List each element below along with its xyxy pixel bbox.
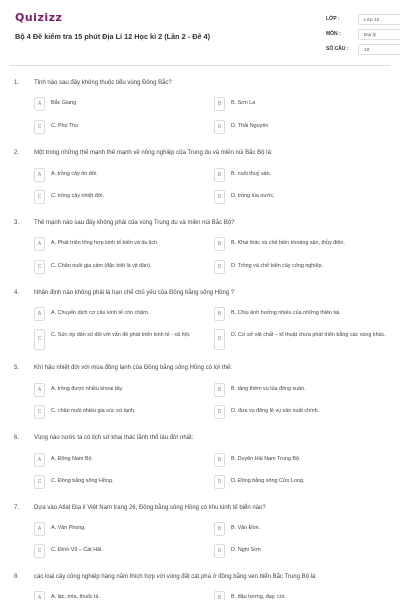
option-text: B. Sơn La <box>231 100 256 106</box>
option-letter: B <box>214 237 225 251</box>
question-number: 7. <box>14 505 20 511</box>
q8-option-a[interactable] <box>34 591 204 600</box>
option-text: D. Nghi Sơn <box>231 547 261 553</box>
meta-subject-label: MÔN : <box>326 31 341 37</box>
option-text: C. Đình Vũ – Cát Hải. <box>51 547 103 553</box>
q5-option-b[interactable] <box>214 383 384 397</box>
option-text: A. lạc, mía, thuốc lá. <box>51 594 100 600</box>
q3-option-a[interactable] <box>34 237 204 251</box>
option-text: Bắc Giang <box>51 100 77 106</box>
q5-option-d[interactable] <box>214 405 384 419</box>
option-text: A. trồng cây ôn đới. <box>51 171 98 177</box>
option-letter: B <box>214 591 225 600</box>
question-text: Thế mạnh nào sau đây không phải của vùng Trung du và miền núi Bắc Bộ? <box>34 220 235 226</box>
option-letter: C <box>34 329 45 350</box>
q4-option-d[interactable] <box>214 329 384 350</box>
q4-option-b[interactable] <box>214 307 384 321</box>
option-letter: A <box>34 453 45 467</box>
question-number: 2. <box>14 150 20 156</box>
question-number: 5. <box>14 365 20 371</box>
option-text: D. Cơ sở vật chất – kĩ thuật chưa phát triển bằng các vùng khác. <box>231 332 386 338</box>
option-text: C. Phú Thọ <box>51 123 79 129</box>
q2-option-d[interactable] <box>214 190 384 204</box>
q4-option-a[interactable] <box>34 307 204 321</box>
q8-option-b[interactable] <box>214 591 384 600</box>
option-letter: D <box>214 544 225 558</box>
option-text: A. Vân Phong. <box>51 525 86 531</box>
q7-option-a[interactable] <box>34 522 204 536</box>
option-letter: C <box>34 475 45 489</box>
q6-option-d[interactable] <box>214 475 384 489</box>
option-letter: A <box>34 97 45 111</box>
option-letter: A <box>34 168 45 182</box>
q4-option-c[interactable] <box>34 329 204 350</box>
q7-option-d[interactable] <box>214 544 384 558</box>
option-letter: D <box>214 405 225 419</box>
question-text: Khí hậu nhiệt đới với mùa đông lạnh của Đồng bằng sông Hồng có lợi thế: <box>34 365 232 371</box>
option-letter: D <box>214 120 225 134</box>
option-text: B. tăng thêm vụ lúa đông xuân. <box>231 386 306 392</box>
option-letter: A <box>34 591 45 600</box>
q1-option-c[interactable] <box>34 120 204 134</box>
option-text: D. trồng lúa nước. <box>231 193 275 199</box>
option-text: D. Đồng bằng sông Cửu Long. <box>231 478 305 484</box>
option-text: C. chăn nuôi nhiều gia súc xứ lạnh. <box>51 408 136 414</box>
option-text: A. Chuyển dịch cơ cấu kinh tế còn chậm. <box>51 310 150 316</box>
question-text: Nhận định nào không phải là hạn chế chủ yếu của Đồng bằng sông Hồng ? <box>34 290 235 296</box>
option-letter: A <box>34 383 45 397</box>
q5-option-a[interactable] <box>34 383 204 397</box>
q3-option-b[interactable] <box>214 237 384 251</box>
option-text: B. nuôi thuỷ sản. <box>231 171 272 177</box>
option-letter: B <box>214 453 225 467</box>
option-text: C. Chăn nuôi gia cầm (đặc biệt là vịt đàn). <box>51 263 152 269</box>
option-letter: B <box>214 383 225 397</box>
q2-option-c[interactable] <box>34 190 204 204</box>
meta-class-label: LỚP : <box>326 16 340 22</box>
q2-option-b[interactable] <box>214 168 384 182</box>
header <box>0 0 400 64</box>
question-number: 4. <box>14 290 20 296</box>
header-divider <box>10 65 390 66</box>
q1-option-b[interactable] <box>214 97 384 111</box>
option-text: B. Vân Đồn. <box>231 525 261 531</box>
option-text: B. Khai thác và chế biến khoáng sản, thủy điện. <box>231 240 345 246</box>
q1-option-a[interactable] <box>34 97 204 111</box>
option-letter: C <box>34 405 45 419</box>
question-text: Vùng nào nước ta có lịch sử khai thác lãnh thổ lâu đời nhất: <box>34 435 194 441</box>
option-text: D. Thái Nguyên <box>231 123 269 129</box>
q3-option-c[interactable] <box>34 260 204 274</box>
q2-option-a[interactable] <box>34 168 204 182</box>
option-letter: D <box>214 475 225 489</box>
q6-option-c[interactable] <box>34 475 204 489</box>
option-letter: C <box>34 260 45 274</box>
option-text: A. Phát triển tổng hợp kinh tế biển và du lịch. <box>51 240 159 246</box>
question-number: 1. <box>14 80 20 86</box>
option-letter: A <box>34 307 45 321</box>
option-text: D. Trồng và chế biến cây công nghiệp. <box>231 263 323 269</box>
option-letter: C <box>34 190 45 204</box>
option-text: D. đưa vụ đông lê vụ sản xuất chính. <box>231 408 320 414</box>
q7-option-b[interactable] <box>214 522 384 536</box>
question-text: Tỉnh nào sau đây không thuộc tiểu vùng Đông Bắc? <box>34 80 172 86</box>
question-text: các loại cây công nghiệp hàng năm thích hợp với vùng đất cát pha ở đồng bằng ven biển Bắc Trung Bộ là: <box>34 574 317 580</box>
meta-count-label: SỐ CÂU : <box>326 46 349 52</box>
option-text: B. đậu tương, đay, cói. <box>231 594 286 600</box>
option-text: C. Sức ép dân số đối với vấn đề phát triển kinh tế - xã hội. <box>51 332 191 338</box>
option-text: A. trồng được nhiều khoai tây. <box>51 386 124 392</box>
question-number: 6. <box>14 435 20 441</box>
option-letter: B <box>214 522 225 536</box>
option-text: B. Chịu ảnh hưởng nhiều của những thiên tai. <box>231 310 341 316</box>
option-letter: D <box>214 190 225 204</box>
option-letter: B <box>214 168 225 182</box>
meta-count-value[interactable]: 10 <box>358 44 400 55</box>
question-number: 3. <box>14 220 20 226</box>
q5-option-c[interactable] <box>34 405 204 419</box>
question-text: Dựa vào Atlat Địa lí Việt Nam trang 26, Đồng bằng sông Hồng có khu kinh tế biển nào? <box>34 505 266 511</box>
q1-option-d[interactable] <box>214 120 384 134</box>
option-letter: A <box>34 237 45 251</box>
option-letter: D <box>214 260 225 274</box>
option-letter: C <box>34 544 45 558</box>
q6-option-a[interactable] <box>34 453 204 467</box>
option-letter: D <box>214 329 225 350</box>
option-text: C. trồng cây nhiệt đới. <box>51 193 104 199</box>
option-letter: A <box>34 522 45 536</box>
meta-subject-value[interactable]: Địa lý <box>358 29 400 40</box>
option-text: C. Đồng bằng sông Hồng. <box>51 478 114 484</box>
option-text: B. Duyên Hải Nam Trung Bộ. <box>231 456 301 462</box>
question-text: Một trong những thế mạnh thế mạnh về nông nghiệp của Trung du và miền núi Bắc Bộ là: <box>34 150 273 156</box>
option-text: A. Đông Nam Bộ. <box>51 456 93 462</box>
option-letter: B <box>214 307 225 321</box>
page-title: Bộ 4 Đề kiểm tra 15 phút Địa Lí 12 Học kì 2 (Lần 2 - Đề 4) <box>15 32 211 41</box>
brand-logo: Quizizz <box>15 11 63 24</box>
q6-option-b[interactable] <box>214 453 384 467</box>
meta-class-value[interactable]: Lớp 12 <box>358 14 400 25</box>
q7-option-c[interactable] <box>34 544 204 558</box>
question-number: 8. <box>14 574 20 580</box>
option-letter: B <box>214 97 225 111</box>
option-letter: C <box>34 120 45 134</box>
q3-option-d[interactable] <box>214 260 384 274</box>
